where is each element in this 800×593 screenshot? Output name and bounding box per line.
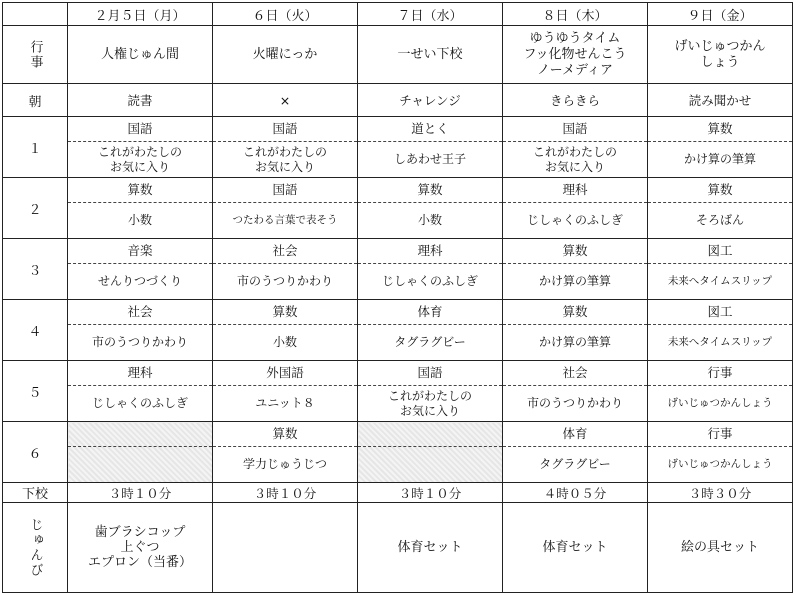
period-cell xyxy=(358,178,503,239)
event-text: 一せい下校 xyxy=(397,46,463,62)
event-cell xyxy=(503,26,648,84)
prep-cell xyxy=(648,503,793,593)
detail-text: げいじゅつかんしょう xyxy=(667,397,773,409)
detail-text: 市のうつりかわり xyxy=(526,396,623,410)
period-cell xyxy=(358,300,503,361)
period-cell xyxy=(358,422,503,483)
period-cell xyxy=(648,422,793,483)
period-cell xyxy=(213,361,358,422)
period-cell xyxy=(648,178,793,239)
morning-cell: チャレンジ xyxy=(358,84,503,117)
detail-text: 未来へタイムスリップ xyxy=(667,275,773,287)
detail-text: そろばん xyxy=(695,213,744,227)
period-cell xyxy=(648,361,793,422)
detail-text: これがわたしの お気に入り xyxy=(97,144,182,174)
event-text: 人権じゅん間 xyxy=(100,46,179,62)
period-row xyxy=(3,239,793,300)
detail-text: これがわたしの お気に入り xyxy=(242,144,327,174)
day-header: ２月５日（月） xyxy=(68,3,213,26)
detail-text: じしゃくのふしぎ xyxy=(91,396,188,410)
detail-text: 市のうつりかわり xyxy=(236,274,333,288)
subject-text: 算数 xyxy=(648,178,792,203)
prep-cell xyxy=(213,503,358,593)
event-row xyxy=(3,26,793,84)
event-text: げいじゅつかん しょう xyxy=(674,38,766,70)
subject-text: 国語 xyxy=(503,117,647,142)
period-cell xyxy=(68,178,213,239)
row-label-morning: 朝 xyxy=(3,84,68,117)
morning-cell: × xyxy=(213,84,358,117)
row-label-period: １ xyxy=(3,117,68,178)
row-label-period: ２ xyxy=(3,178,68,239)
detail-text: げいじゅつかんしょう xyxy=(667,458,773,470)
detail-text: ユニット８ xyxy=(255,396,315,410)
event-cell xyxy=(213,26,358,84)
period-cell xyxy=(68,361,213,422)
preparation-row xyxy=(3,503,793,593)
event-text: ゆうゆうタイム フッ化物せんこう ノーメディア xyxy=(523,30,627,78)
period-cell xyxy=(68,300,213,361)
period-cell xyxy=(648,117,793,178)
subject-text: 国語 xyxy=(213,117,357,142)
subject-text: 国語 xyxy=(213,178,357,203)
row-label-period: ３ xyxy=(3,239,68,300)
period-cell xyxy=(503,300,648,361)
event-cell xyxy=(68,26,213,84)
detail-text: これがわたしの お気に入り xyxy=(532,144,617,174)
dismissal-cell: ３時１０分 xyxy=(213,483,358,503)
period-cell xyxy=(648,239,793,300)
subject-text: 道とく xyxy=(358,117,502,142)
period-cell xyxy=(503,422,648,483)
subject-text: 外国語 xyxy=(213,361,357,386)
prep-text: 歯ブラシコップ 上ぐつ エプロン（当番） xyxy=(87,525,192,570)
subject-text: 算数 xyxy=(503,239,647,264)
detail-text: 未来へタイムスリップ xyxy=(667,336,773,348)
prep-cell xyxy=(68,503,213,593)
event-cell xyxy=(648,26,793,84)
period-cell xyxy=(68,422,213,483)
period-row xyxy=(3,178,793,239)
subject-text: 算数 xyxy=(358,178,502,203)
detail-text: これがわたしの お気に入り xyxy=(387,388,472,418)
subject-text: 行事 xyxy=(648,361,792,386)
prep-text: 体育セット xyxy=(397,540,463,555)
period-cell xyxy=(68,239,213,300)
detail-text: じしゃくのふしぎ xyxy=(526,213,623,227)
event-cell xyxy=(358,26,503,84)
day-header: ７日（水） xyxy=(358,3,503,26)
day-header: ９日（金） xyxy=(648,3,793,26)
period-cell xyxy=(503,117,648,178)
subject-text: 図工 xyxy=(648,300,792,325)
day-header: ８日（木） xyxy=(503,3,648,26)
subject-text: 行事 xyxy=(648,422,792,447)
row-label-prep xyxy=(3,503,68,593)
period-cell xyxy=(68,117,213,178)
subject-text: 音楽 xyxy=(68,239,212,264)
header-row xyxy=(3,3,793,26)
row-label-dismissal: 下校 xyxy=(3,483,68,503)
subject-text: 国語 xyxy=(68,117,212,142)
detail-text: しあわせ王子 xyxy=(393,152,466,166)
subject-text: 理科 xyxy=(503,178,647,203)
row-label-period: ４ xyxy=(3,300,68,361)
dismissal-cell: ３時１０分 xyxy=(358,483,503,503)
row-label-period: ６ xyxy=(3,422,68,483)
subject-text: 算数 xyxy=(213,300,357,325)
subject-text: 算数 xyxy=(213,422,357,447)
morning-cell: きらきら xyxy=(503,84,648,117)
period-cell xyxy=(213,239,358,300)
subject-text xyxy=(68,422,212,447)
detail-text xyxy=(68,447,212,482)
period-row xyxy=(3,422,793,483)
subject-text: 社会 xyxy=(213,239,357,264)
detail-text: タグラグビー xyxy=(539,457,611,471)
detail-text: 学力じゅうじつ xyxy=(242,457,327,471)
subject-text: 理科 xyxy=(68,361,212,386)
period-row xyxy=(3,117,793,178)
corner-cell xyxy=(3,3,68,26)
period-cell xyxy=(213,117,358,178)
subject-text: 算数 xyxy=(68,178,212,203)
detail-text: 小数 xyxy=(272,335,297,349)
detail-text xyxy=(358,447,502,482)
subject-text: 図工 xyxy=(648,239,792,264)
subject-text: 算数 xyxy=(503,300,647,325)
subject-text: 社会 xyxy=(503,361,647,386)
dismissal-cell: ４時０５分 xyxy=(503,483,648,503)
period-cell xyxy=(358,239,503,300)
prep-text: 体育セット xyxy=(542,540,608,555)
prep-cell xyxy=(358,503,503,593)
detail-text: かけ算の筆算 xyxy=(538,335,611,349)
morning-cell: 読み聞かせ xyxy=(648,84,793,117)
weekly-schedule-table xyxy=(2,2,793,593)
morning-row xyxy=(3,84,793,117)
dismissal-cell: ３時３０分 xyxy=(648,483,793,503)
prep-text: 絵の具セット xyxy=(680,540,759,555)
detail-text: つたわる言葉で表そう xyxy=(232,214,338,226)
subject-text xyxy=(358,422,502,447)
detail-text: じしゃくのふしぎ xyxy=(381,274,478,288)
subject-text: 体育 xyxy=(503,422,647,447)
period-cell xyxy=(213,422,358,483)
period-cell xyxy=(648,300,793,361)
morning-cell: 読書 xyxy=(68,84,213,117)
period-cell xyxy=(503,239,648,300)
detail-text: かけ算の筆算 xyxy=(683,152,756,166)
subject-text: 社会 xyxy=(68,300,212,325)
row-label-text: 行事 xyxy=(27,39,43,70)
subject-text: 国語 xyxy=(358,361,502,386)
detail-text: 小数 xyxy=(127,213,152,227)
period-cell xyxy=(503,178,648,239)
dismissal-cell: ３時１０分 xyxy=(68,483,213,503)
period-cell xyxy=(358,361,503,422)
period-cell xyxy=(213,300,358,361)
row-label-text: じゅんび xyxy=(27,517,43,578)
period-row xyxy=(3,361,793,422)
detail-text: 市のうつりかわり xyxy=(91,335,188,349)
day-header: ６日（火） xyxy=(213,3,358,26)
detail-text: タグラグビー xyxy=(394,335,466,349)
subject-text: 理科 xyxy=(358,239,502,264)
event-text: 火曜にっか xyxy=(252,46,318,62)
period-row xyxy=(3,300,793,361)
row-label-period: ５ xyxy=(3,361,68,422)
detail-text: 小数 xyxy=(417,213,442,227)
period-cell xyxy=(213,178,358,239)
row-label-event xyxy=(3,26,68,84)
detail-text: かけ算の筆算 xyxy=(538,274,611,288)
subject-text: 体育 xyxy=(358,300,502,325)
subject-text: 算数 xyxy=(648,117,792,142)
prep-cell xyxy=(503,503,648,593)
detail-text: せんりつづくり xyxy=(97,274,182,288)
period-cell xyxy=(503,361,648,422)
dismissal-row xyxy=(3,483,793,503)
period-cell xyxy=(358,117,503,178)
